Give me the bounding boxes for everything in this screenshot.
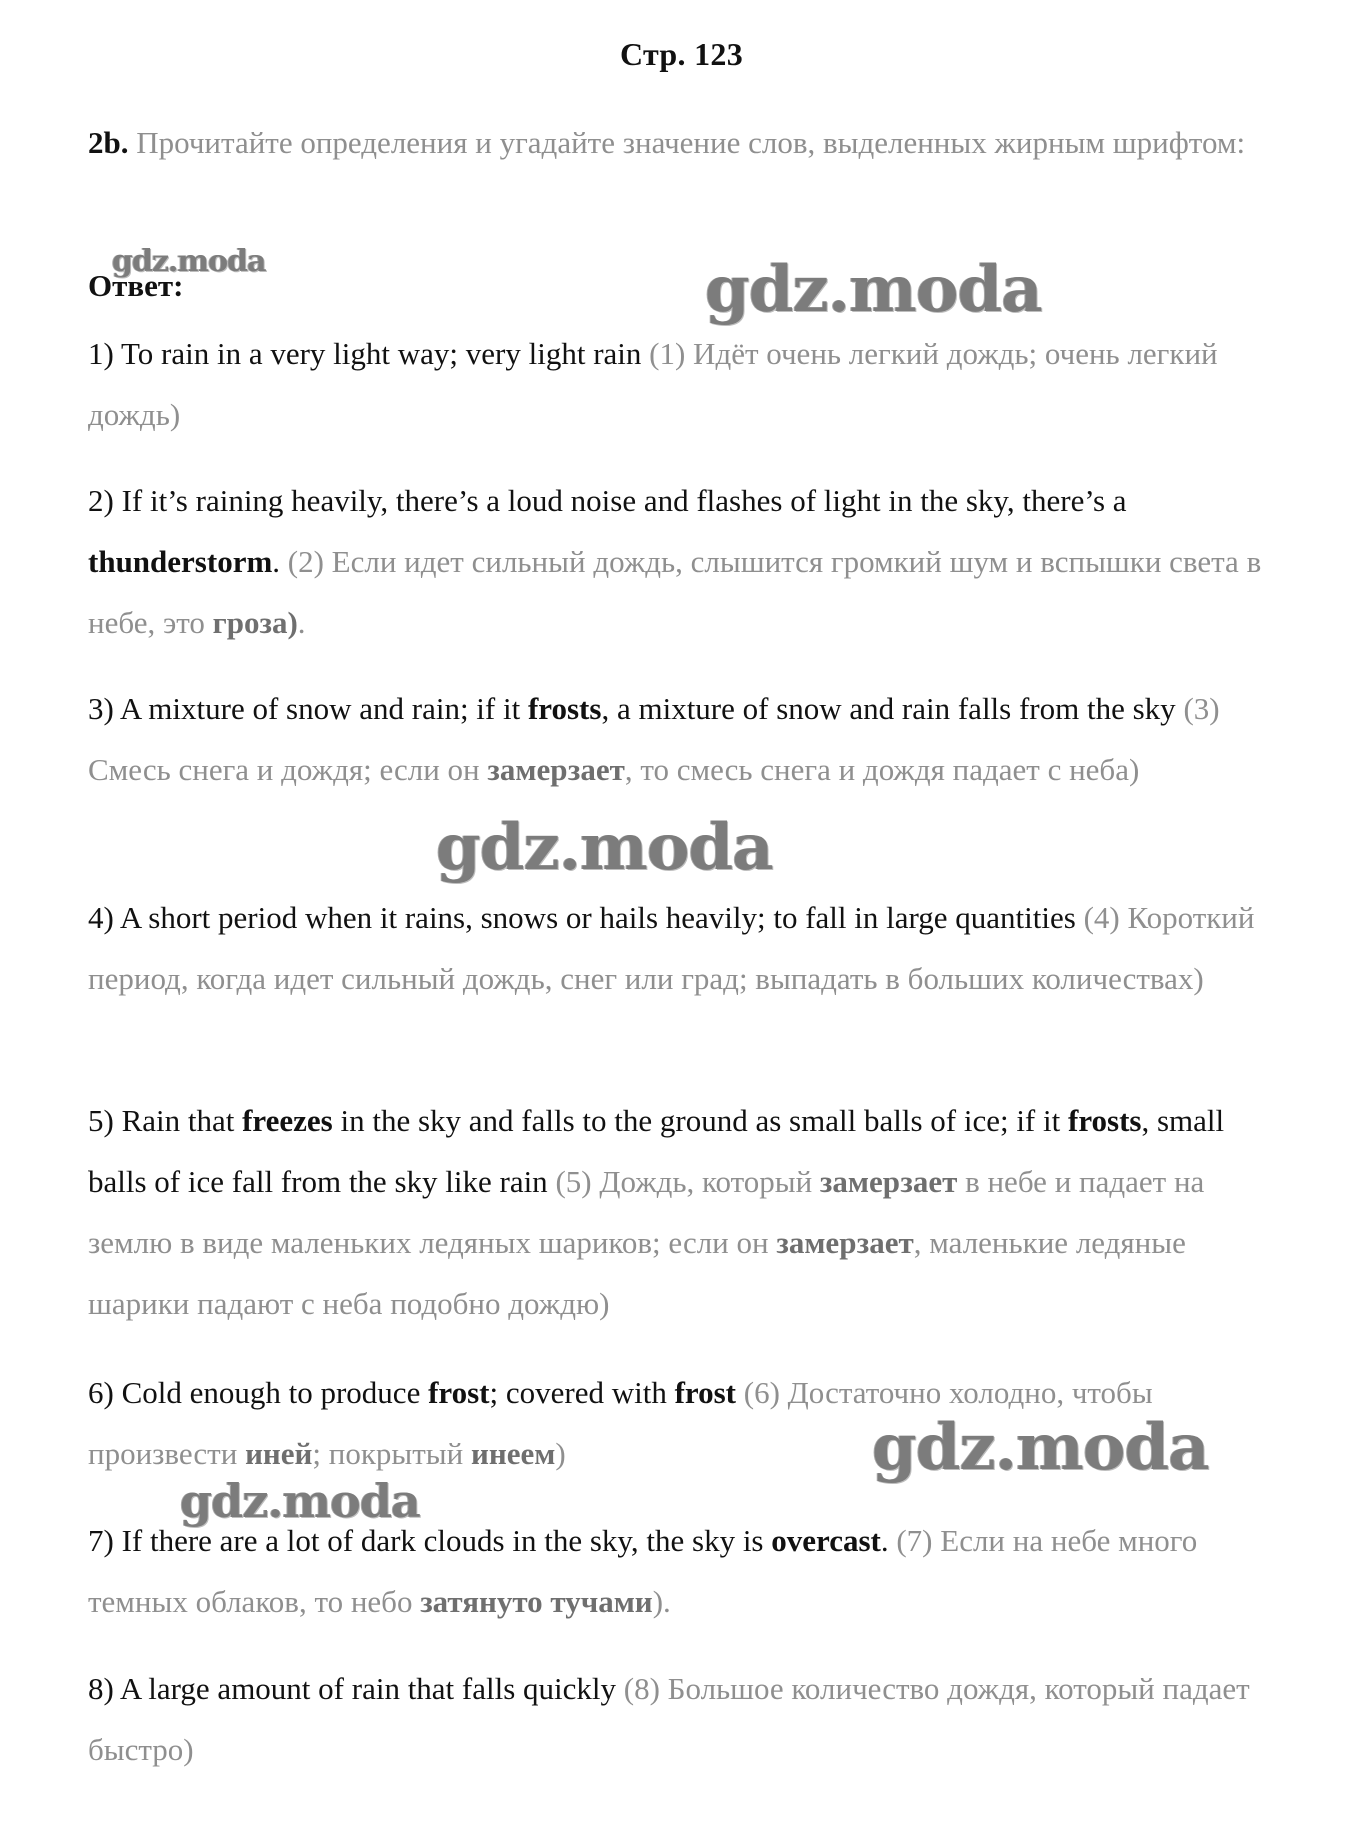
watermark-large-3: gdz.moda bbox=[872, 1410, 1209, 1485]
item-7-russian-end: ). bbox=[652, 1584, 671, 1619]
item-5-russian: (5) Дождь, который bbox=[555, 1164, 820, 1199]
item-3-keyword-en: frosts bbox=[527, 691, 602, 726]
item-7-keyword-ru: затянуто тучами bbox=[420, 1584, 653, 1619]
item-8-english: 8) A large amount of rain that falls quickly bbox=[88, 1671, 624, 1706]
answer-item-3 bbox=[88, 678, 1288, 800]
item-3-russian: (3) Смесь снега и дождя; если он bbox=[88, 691, 1220, 787]
item-3-russian-end: , то смесь снега и дождя падает с неба) bbox=[624, 752, 1140, 787]
answer-item-2 bbox=[88, 470, 1288, 653]
answer-item-1 bbox=[88, 323, 1288, 445]
item-6-russian: (6) Достаточно холодно, чтобы произвести bbox=[88, 1375, 1153, 1471]
item-7-russian: (7) Если на небе много темных облаков, то небо bbox=[88, 1523, 1198, 1619]
item-5-russian-end: , маленькие ледяные шарики падают с неба подобно дождю) bbox=[88, 1225, 1186, 1321]
item-6-keyword-ru-1: иней bbox=[245, 1436, 313, 1471]
item-2-russian-end: . bbox=[297, 605, 306, 640]
item-2-keyword-en: thunderstorm bbox=[88, 544, 273, 579]
watermark-medium-1: gdz.moda bbox=[180, 1474, 420, 1528]
task-instruction bbox=[88, 112, 1288, 173]
item-5-english-end: , small balls of ice fall from the sky like rain bbox=[88, 1103, 1225, 1199]
item-6-english: 6) Cold enough to produce bbox=[88, 1375, 429, 1410]
item-5-english-mid: in the sky and falls to the ground as small balls of ice; if it bbox=[332, 1103, 1068, 1138]
item-4-english: 4) A short period when it rains, snows or hails heavily; to fall in large quantities bbox=[88, 900, 1084, 935]
item-5-keyword-en-2: frosts bbox=[1068, 1103, 1142, 1138]
item-5-keyword-ru-2: замерзает bbox=[776, 1225, 914, 1260]
task-text: Прочитайте определения и угадайте значение слов, выделенных жирным шрифтом: bbox=[136, 125, 1246, 160]
item-7-keyword-en: overcast bbox=[771, 1523, 881, 1558]
item-2-english: 2) If it’s raining heavily, there’s a loud noise and flashes of light in the sky, there’s a bbox=[88, 483, 1127, 518]
item-5-keyword-ru-1: замерзает bbox=[819, 1164, 958, 1199]
item-6-keyword-ru-2: инеем bbox=[470, 1436, 556, 1471]
item-3-english: 3) A mixture of snow and rain; if it bbox=[88, 691, 528, 726]
answer-item-7 bbox=[88, 1510, 1288, 1632]
item-5-english: 5) Rain that bbox=[88, 1103, 243, 1138]
item-5-keyword-en-1: freezes bbox=[242, 1103, 333, 1138]
item-6-english-end bbox=[736, 1375, 744, 1410]
page-title: Стр. 123 bbox=[620, 36, 743, 72]
item-6-english-mid: ; covered with bbox=[489, 1375, 675, 1410]
item-7-english-end: . bbox=[880, 1523, 897, 1558]
item-6-keyword-en-2: frost bbox=[674, 1375, 736, 1410]
item-2-keyword-ru: гроза) bbox=[212, 605, 298, 640]
item-1-english: 1) To rain in a very light way; very light rain bbox=[88, 336, 650, 371]
watermark-large-2: gdz.moda bbox=[436, 810, 773, 885]
answer-item-4 bbox=[88, 887, 1288, 1009]
task-number: 2b. bbox=[88, 125, 129, 160]
item-7-english: 7) If there are a lot of dark clouds in the sky, the sky is bbox=[88, 1523, 772, 1558]
answer-label: Ответ: bbox=[88, 268, 184, 303]
answer-item-8 bbox=[88, 1658, 1288, 1780]
item-5-russian-mid: в небе и падает на землю в виде маленьких ледяных шариков; если он bbox=[88, 1164, 1205, 1260]
item-6-russian-mid: ; покрытый bbox=[312, 1436, 471, 1471]
item-2-russian: (2) Если идет сильный дождь, слышится громкий шум и вспышки света в небе, это bbox=[88, 544, 1262, 640]
item-8-russian: (8) Большое количество дождя, который падает быстро) bbox=[88, 1671, 1250, 1767]
item-3-keyword-ru: замерзает bbox=[487, 752, 625, 787]
item-6-russian-end: ) bbox=[555, 1436, 566, 1471]
item-1-russian: (1) Идёт очень легкий дождь; очень легкий дождь) bbox=[88, 336, 1218, 432]
item-2-english-end: . bbox=[272, 544, 288, 579]
item-4-russian: (4) Короткий период, когда идет сильный дождь, снег или град; выпадать в больших количествах) bbox=[88, 900, 1255, 996]
watermark-large-1: gdz.moda bbox=[705, 252, 1042, 327]
watermark-small-1: gdz.moda bbox=[112, 244, 266, 279]
item-6-keyword-en-1: frost bbox=[428, 1375, 490, 1410]
answer-item-5 bbox=[88, 1090, 1288, 1334]
item-3-english-end: , a mixture of snow and rain falls from the sky bbox=[601, 691, 1184, 726]
